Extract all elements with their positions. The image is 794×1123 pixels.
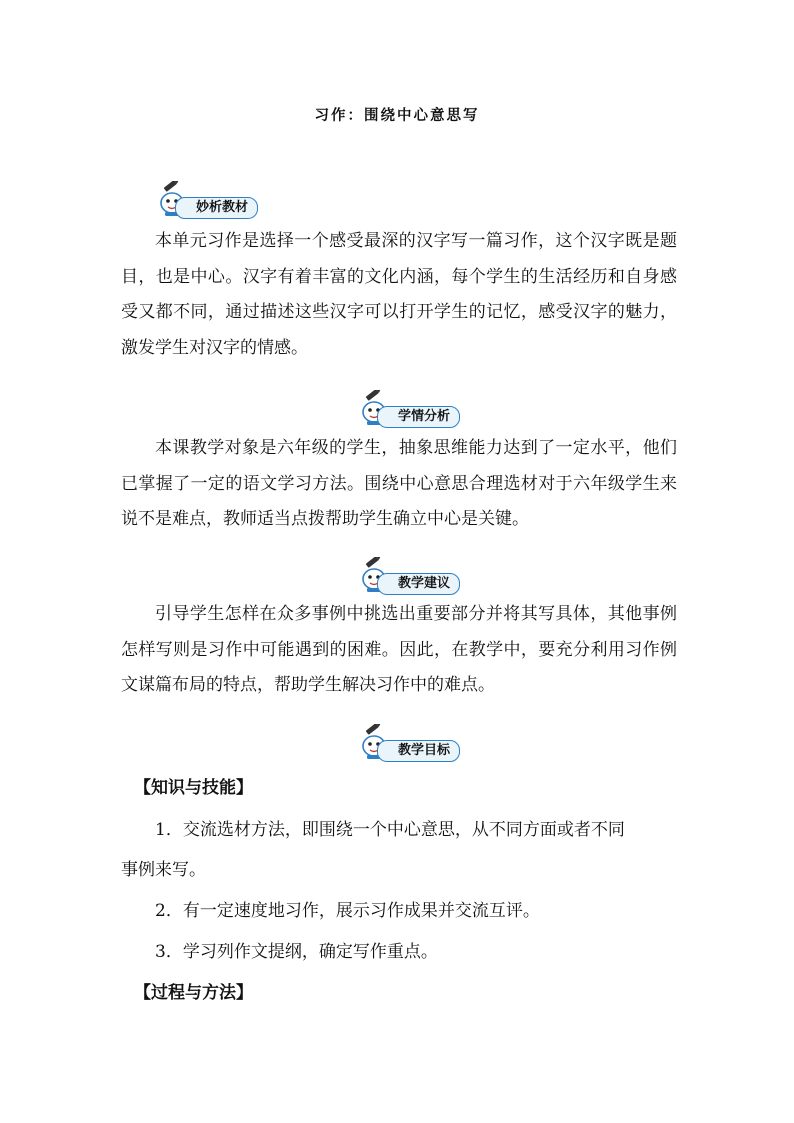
section-body-student-analysis: 本课教学对象是六年级的学生，抽象思维能力达到了一定水平，他们已掌握了一定的语文学习方法。围绕中心意思合理选材对于六年级学生来说不是难点，教师适当点拨帮助学生确立中心是关键。 <box>121 438 677 529</box>
section-heading-textbook-analysis <box>0 181 794 217</box>
goal-item-text: 学习列作文提纲，确定写作重点。 <box>182 942 438 962</box>
section-heading-label: 教学目标 <box>377 740 460 762</box>
goal-item-number: 2． <box>155 901 183 921</box>
goal-item-2 <box>155 896 540 921</box>
section-heading-student-analysis <box>0 390 794 426</box>
section-body-textbook-analysis: 本单元习作是选择一个感受最深的汉字写一篇习作，这个汉字既是题目，也是中心。汉字有着丰富的文化内涵，每个学生的生活经历和自身感受又都不同，通过描述这些汉字可以打开学生的记忆，感受汉字的魅力，激发学生对汉字的情感。 <box>121 231 677 358</box>
goal-item-3 <box>155 937 438 962</box>
section-heading-teaching-goals <box>0 724 794 760</box>
goal-item-1 <box>155 815 625 840</box>
goal-item-number: 1． <box>155 820 183 840</box>
goal-item-1-continued: 事例来写。 <box>121 860 206 880</box>
section-heading-label: 教学建议 <box>377 573 460 595</box>
subsection-title-process-methods: 【过程与方法】 <box>134 983 253 1003</box>
goal-item-text: 交流选材方法，即围绕一个中心意思，从不同方面或者不同 <box>182 820 625 840</box>
page-title: 习作：围绕中心意思写 <box>314 107 480 124</box>
subsection-title-knowledge-skills: 【知识与技能】 <box>134 778 253 798</box>
goal-item-number: 3． <box>155 942 183 962</box>
section-body-teaching-suggestion: 引导学生怎样在众多事例中挑选出重要部分并将其写具体，其他事例怎样写则是习作中可能遇到的困难。因此，在教学中，要充分利用习作例文谋篇布局的特点，帮助学生解决习作中的难点。 <box>121 604 677 695</box>
section-heading-label: 学情分析 <box>377 406 460 428</box>
section-heading-teaching-suggestion <box>0 557 794 593</box>
section-heading-label: 妙析教材 <box>175 197 258 219</box>
goal-item-text: 有一定速度地习作，展示习作成果并交流互评。 <box>182 901 540 921</box>
